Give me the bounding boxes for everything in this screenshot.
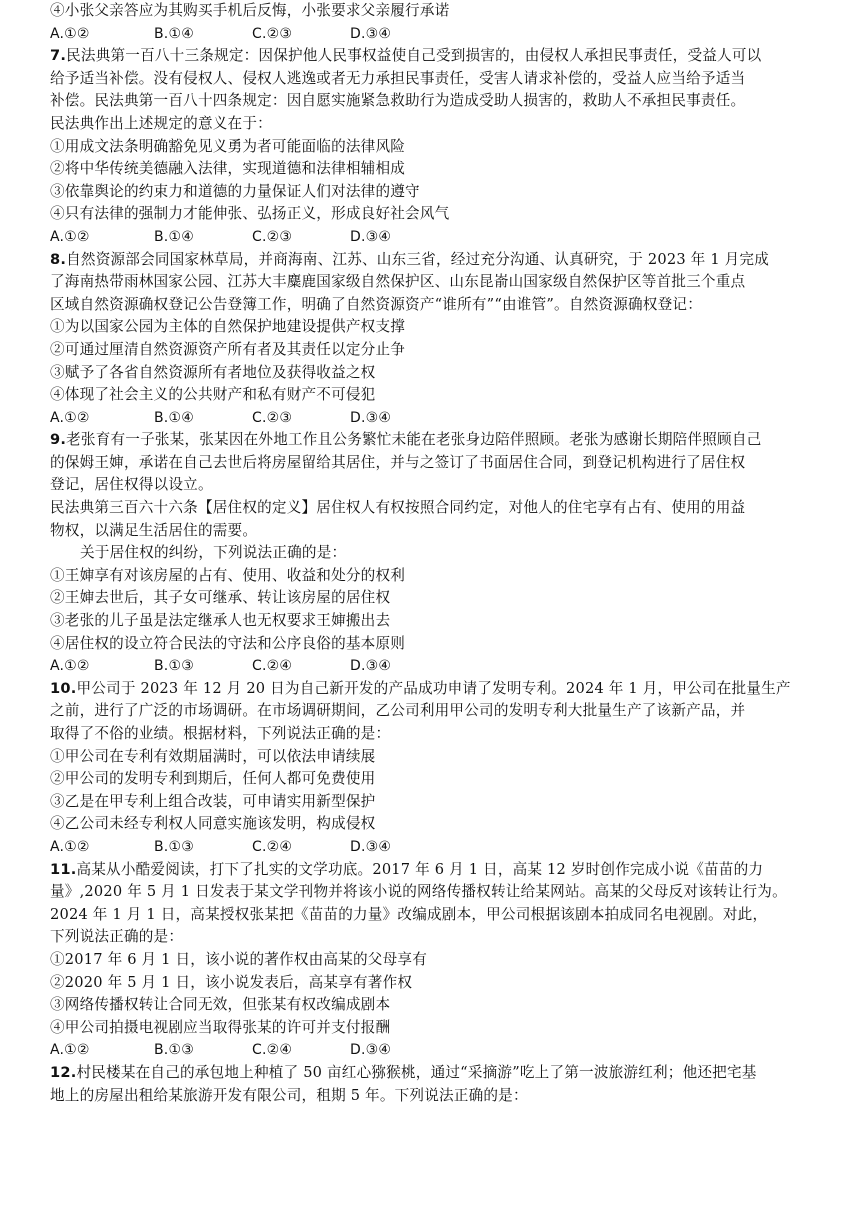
option-item: ④体现了社会主义的公共财产和私有财产不可侵犯 (50, 386, 376, 404)
question-stem-line: 登记，居住权得以设立。 (50, 476, 213, 494)
question-stem-line: 8.自然资源部会同国家林草局，并商海南、江苏、山东三省，经过充分沟通、认真研究，于 2023 年 1 月完成 (50, 250, 770, 268)
option-item: ①用成文法条明确豁免见义勇为者可能面临的法律风险 (50, 137, 406, 155)
question-stem-line: 给予适当补偿。没有侵权人、侵权人逃逸或者无力承担民事责任，受害人请求补偿的，受益人应当给予适当 (50, 69, 746, 87)
answer-options (50, 407, 812, 430)
question-7 (50, 45, 812, 248)
option-b: B.①③ (154, 838, 194, 855)
option-a: A.①② (50, 1042, 90, 1059)
question-stem-line: 区域自然资源确权登记公告登簿工作，明确了自然资源资产“谁所有”“由谁管”。自然资源确权登记： (50, 295, 702, 313)
option-d: D.③④ (350, 1042, 392, 1059)
option-d: D.③④ (350, 228, 392, 245)
option-c: C.②③ (252, 409, 293, 426)
question-stem-line: 补偿。民法典第一百八十四条规定：因自愿实施紧急救助行为造成受助人损害的，救助人不承担民事责任。 (50, 92, 746, 110)
option-c: C.②③ (252, 25, 293, 42)
answer-options (50, 226, 812, 249)
question-number: 10. (50, 679, 77, 697)
option-item: ④只有法律的强制力才能伸张、弘扬正义，形成良好社会风气 (50, 205, 450, 223)
option-item: ②2020 年 5 月 1 日，该小说发表后，高某享有著作权 (50, 973, 413, 991)
answer-options (50, 836, 812, 859)
option-item: ①2017 年 6 月 1 日，该小说的著作权由高某的父母享有 (50, 950, 427, 968)
option-item: ②王婶去世后，其子女可继承、转让该房屋的居住权 (50, 589, 391, 607)
question-12 (50, 1062, 812, 1107)
option-d: D.③④ (350, 838, 392, 855)
question-stem-line: 9.老张育有一子张某，张某因在外地工作且公务繁忙未能在老张身边陪伴照顾。老张为感谢长期陪伴照顾自己 (50, 431, 762, 449)
question-stem-line: 11.高某从小酷爱阅读，打下了扎实的文学功底。2017 年 6 月 1 日，高某 12 岁时创作完成小说《苗苗的力 (50, 860, 764, 878)
option-item: ③依靠舆论的约束力和道德的力量保证人们对法律的遵守 (50, 182, 420, 200)
question-9 (50, 429, 812, 678)
answer-options (50, 1039, 812, 1062)
question-stem-line: 的保姆王婶，承诺在自己去世后将房屋留给其居住，并与之签订了书面居住合同，到登记机构进行了居住权 (50, 453, 746, 471)
option-item: ①王婶享有对该房屋的占有、使用、收益和处分的权利 (50, 566, 406, 584)
option-item: ④小张父亲答应为其购买手机后反悔，小张要求父亲履行承诺 (50, 2, 450, 19)
question-prompt: 关于居住权的纠纷，下列说法正确的是： (80, 544, 347, 562)
option-a: A.①② (50, 838, 90, 855)
option-a: A.①② (50, 409, 90, 426)
question-stem-line: 民法典第三百六十六条【居住权的定义】居住权人有权按照合同约定，对他人的住宅享有占有、使用的用益 (50, 499, 746, 517)
option-c: C.②④ (252, 658, 293, 675)
question-stem-line: 取得了不俗的业绩。根据材料，下列说法正确的是： (50, 725, 391, 742)
option-b: B.①④ (154, 409, 194, 426)
option-c: C.②④ (252, 1042, 293, 1059)
option-item: ①甲公司在专利有效期届满时，可以依法申请续展 (50, 747, 376, 765)
question-10 (50, 678, 812, 859)
question-stem-line: 10.甲公司于 2023 年 12 月 20 日为自己新开发的产品成功申请了发明专利。2024 年 1 月，甲公司在批量生产 (50, 679, 791, 697)
option-item: ②将中华传统美德融入法律，实现道德和法律相辅相成 (50, 160, 406, 178)
option-item: ②甲公司的发明专利到期后，任何人都可免费使用 (50, 770, 376, 788)
question-stem-line: 物权，以满足生活居住的需要。 (50, 521, 258, 539)
option-c: C.②③ (252, 228, 293, 245)
option-item: ②可通过厘清自然资源资产所有者及其责任以定分止争 (50, 340, 406, 358)
answer-options (50, 23, 812, 46)
question-stem-line: 下列说法正确的是： (50, 928, 184, 946)
option-d: D.③④ (350, 25, 392, 42)
question-number: 12. (50, 1063, 77, 1081)
option-a: A.①② (50, 658, 90, 675)
option-item: ①为以国家公园为主体的自然保护地建设提供产权支撑 (50, 318, 406, 336)
question-stem-line: 民法典作出上述规定的意义在于： (50, 114, 272, 132)
option-b: B.①④ (154, 25, 194, 42)
question-stem-line: 7.民法典第一百八十三条规定：因保护他人民事权益使自己受到损害的，由侵权人承担民事责任，受益人可以 (50, 47, 762, 65)
option-item: ③乙是在甲专利上组合改装，可申请实用新型保护 (50, 792, 376, 810)
option-d: D.③④ (350, 658, 392, 675)
option-item: ③赋予了各省自然资源所有者地位及获得收益之权 (50, 363, 376, 381)
option-b: B.①④ (154, 228, 194, 245)
option-b: B.①③ (154, 1042, 194, 1059)
option-c: C.②④ (252, 838, 293, 855)
question-stem-line: 量》,2020 年 5 月 1 日发表于某文学刊物并将该小说的网络传播权转让给某网站。高某的父母反对该转让行为。 (50, 883, 787, 901)
question-stem-line: 之前，进行了广泛的市场调研。在市场调研期间，乙公司利用甲公司的发明专利大批量生产了该新产品，并 (50, 702, 746, 720)
option-item: ③老张的儿子虽是法定继承人也无权要求王婶搬出去 (50, 612, 391, 630)
question-11 (50, 859, 812, 1062)
option-a: A.①② (50, 228, 90, 245)
question-number: 8. (50, 250, 67, 268)
question-stem-line: 地上的房屋出租给某旅游开发有限公司，租期 5 年。下列说法正确的是： (50, 1086, 528, 1104)
option-d: D.③④ (350, 409, 392, 426)
option-b: B.①③ (154, 658, 194, 675)
question-stem-line: 12.村民楼某在自己的承包地上种植了 50 亩红心猕猴桃，通过“采摘游”吃上了第一波旅游红利；他还把宅基 (50, 1063, 757, 1081)
question-8 (50, 249, 812, 430)
answer-options (50, 655, 812, 678)
question-stem-line: 了海南热带雨林国家公园、江苏大丰麋鹿国家级自然保护区、山东昆嵛山国家级自然保护区等首批三个重点 (50, 273, 746, 291)
question-stem-line: 2024 年 1 月 1 日，高某授权张某把《苗苗的力量》改编成剧本，甲公司根据该剧本拍成同名电视剧。对此， (50, 905, 768, 923)
option-item: ④乙公司未经专利权人同意实施该发明，构成侵权 (50, 815, 376, 833)
question-number: 9. (50, 431, 67, 449)
option-item: ④居住权的设立符合民法的守法和公序良俗的基本原则 (50, 634, 406, 652)
option-item: ④甲公司拍摄电视剧应当取得张某的许可并支付报酬 (50, 1018, 391, 1036)
question-number: 11. (50, 860, 77, 878)
option-item: ③网络传播权转让合同无效，但张某有权改编成剧本 (50, 996, 391, 1014)
question-number: 7. (50, 47, 67, 65)
option-a: A.①② (50, 25, 90, 42)
